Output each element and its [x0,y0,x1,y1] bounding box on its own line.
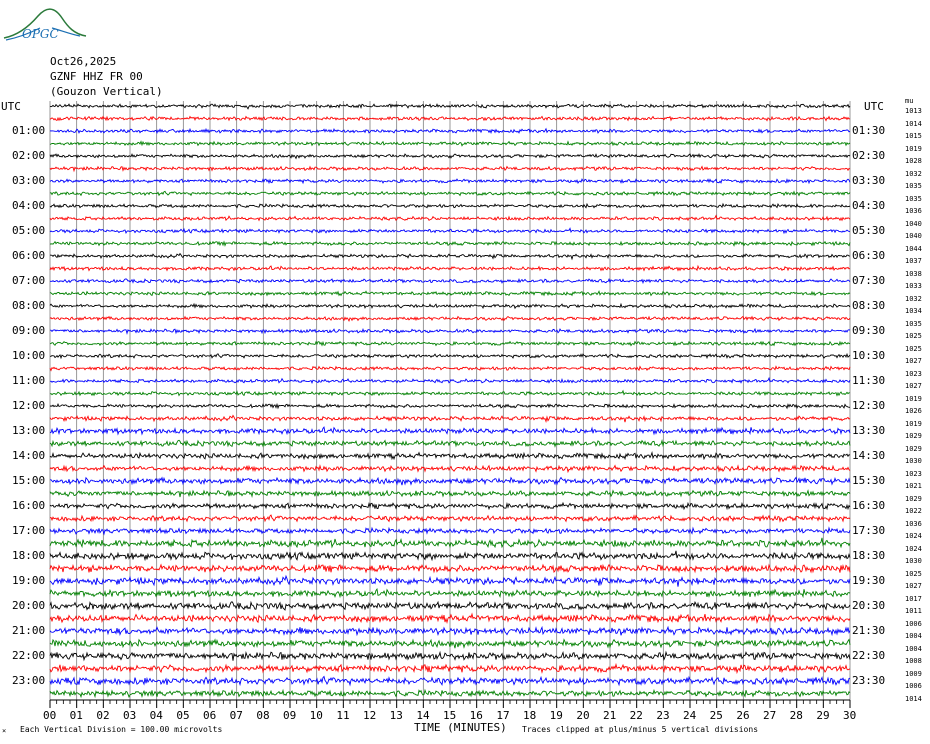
trace-value-label: 1028 [905,157,922,165]
trace-value-label: 1025 [905,332,922,340]
right-time-label: 04:30 [852,199,886,212]
x-tick-label: 21 [603,709,617,722]
right-time-label: 06:30 [852,249,886,262]
trace-value-label: 1035 [905,182,922,190]
trace-value-label: 1024 [905,544,922,553]
left-time-label: 01:00 [12,124,46,137]
left-time-label: 05:00 [12,224,46,237]
left-time-label: 22:00 [12,649,46,662]
x-tick-label: 25 [709,709,723,722]
x-tick-label: 11 [336,709,350,722]
trace-value-label: 1033 [905,282,922,290]
right-time-label: 19:30 [852,574,886,587]
right-time-label: 22:30 [852,649,886,662]
trace-value-label: 1029 [905,444,922,453]
trace-value-label: 1022 [905,507,922,515]
trace-value-label: 1014 [905,694,922,703]
left-time-label: 04:00 [12,199,46,212]
trace-value-label: 1036 [905,519,922,528]
x-tick-label: 17 [496,709,510,722]
trace-value-label: 1030 [905,457,922,465]
right-time-label: 10:30 [852,349,886,362]
right-time-label: 16:30 [852,499,886,512]
trace-value-label: 1032 [905,294,922,303]
left-time-label: 20:00 [12,599,46,612]
left-time-label: 15:00 [12,474,46,487]
right-time-label: 14:30 [852,449,886,462]
x-tick-label: 10 [309,709,323,722]
trace-value-label: 1021 [905,482,922,490]
corner-mark: × [2,727,7,735]
x-tick-label: 20 [576,709,590,722]
x-tick-label: 30 [843,709,857,722]
left-time-label: 08:00 [12,299,46,312]
x-tick-label: 16 [469,709,483,722]
trace-value-label: 1036 [905,207,922,215]
right-time-label: 20:30 [852,599,886,612]
right-time-label: 13:30 [852,424,886,437]
left-time-label: 10:00 [12,349,46,362]
right-time-label: 15:30 [852,474,886,487]
left-utc-label: UTC [1,100,21,113]
trace-value-label: 1025 [905,344,922,353]
x-tick-label: 07 [229,709,243,722]
right-time-label: 11:30 [852,374,886,387]
x-tick-label: 12 [363,709,377,722]
x-tick-label: 09 [283,709,297,722]
plot-date: Oct26,2025 [50,55,117,68]
left-time-label: 09:00 [12,324,46,337]
trace-value-label: 1019 [905,419,922,428]
left-time-label: 06:00 [12,249,46,262]
trace-value-label: 1025 [905,569,922,578]
clip-note: Traces clipped at plus/minus 5 vertical divisions [522,725,759,734]
logo-text: OPGC [22,27,59,41]
trace-value-label: 1024 [905,532,922,540]
left-time-label: 11:00 [12,374,46,387]
trace-value-label: 1044 [905,244,922,253]
x-tick-label: 26 [736,709,750,722]
x-tick-label: 01 [69,709,83,722]
left-time-label: 17:00 [12,524,46,537]
right-time-label: 23:30 [852,674,886,687]
right-time-label: 21:30 [852,624,886,637]
left-time-label: 07:00 [12,274,46,287]
right-time-label: 17:30 [852,524,886,537]
left-time-label: 13:00 [12,424,46,437]
trace-value-label: 1019 [905,144,922,153]
x-tick-label: 05 [176,709,190,722]
trace-value-label: 1013 [905,107,922,115]
trace-value-label: 1006 [905,619,922,628]
x-tick-label: 28 [789,709,803,722]
x-tick-label: 27 [763,709,777,722]
trace-value-label: 1027 [905,382,922,390]
minute-gridlines [50,101,850,700]
trace-value-label: 1029 [905,494,922,503]
trace-value-label: 1023 [905,369,922,378]
left-time-label: 12:00 [12,399,46,412]
x-tick-label: 04 [149,709,163,722]
x-tick-label: 00 [43,709,57,722]
x-tick-label: 06 [203,709,217,722]
left-time-label: 18:00 [12,549,46,562]
trace-value-label: 1011 [905,607,922,615]
x-tick-label: 02 [96,709,110,722]
station-description: (Gouzon Vertical) [50,85,163,98]
left-time-label: 14:00 [12,449,46,462]
right-time-label: 05:30 [852,224,886,237]
scale-note: Each Vertical Division = 100.00 microvolts [20,725,223,734]
trace-value-label: 1027 [905,582,922,590]
trace-value-label: 1037 [905,257,922,265]
x-axis-title: TIME (MINUTES) [414,721,507,734]
trace-value-label: 1029 [905,432,922,440]
x-tick-label: 03 [123,709,137,722]
right-time-label: 07:30 [852,274,886,287]
station-code: GZNF HHZ FR 00 [50,70,143,83]
trace-value-label: 1026 [905,407,922,415]
right-utc-label: UTC [864,100,884,113]
trace-value-label: 1040 [905,232,922,240]
x-tick-label: 15 [443,709,457,722]
x-tick-label: 24 [683,709,697,722]
right-time-label: 09:30 [852,324,886,337]
right-time-label: 01:30 [852,124,886,137]
right-time-label: 02:30 [852,149,886,162]
trace-value-label: 1014 [905,119,922,128]
right-time-label: 12:30 [852,399,886,412]
trace-value-label: 1038 [905,269,922,278]
trace-value-label: 1027 [905,357,922,365]
right-time-label: 08:30 [852,299,886,312]
x-tick-label: 13 [389,709,403,722]
x-tick-label: 19 [549,709,563,722]
x-tick-label: 23 [656,709,670,722]
trace-value-label: 1040 [905,219,922,228]
trace-value-label: 1004 [905,632,922,640]
trace-value-label: 1009 [905,669,922,678]
left-time-label: 03:00 [12,174,46,187]
x-tick-label: 08 [256,709,270,722]
trace-value-label: 1034 [905,307,922,315]
trace-value-label: 1006 [905,682,922,690]
right-time-label: 03:30 [852,174,886,187]
x-tick-label: 14 [416,709,430,722]
amplitude-unit-label: mu [905,97,914,105]
trace-value-label: 1015 [905,132,922,140]
left-time-label: 19:00 [12,574,46,587]
x-tick-label: 22 [629,709,643,722]
trace-value-label: 1019 [905,394,922,403]
right-time-label: 18:30 [852,549,886,562]
x-tick-label: 18 [523,709,537,722]
left-time-label: 16:00 [12,499,46,512]
left-time-label: 23:00 [12,674,46,687]
trace-value-label: 1023 [905,469,922,478]
trace-value-label: 1008 [905,657,922,665]
trace-value-label: 1004 [905,644,922,653]
trace-value-label: 1035 [905,319,922,328]
trace-value-label: 1032 [905,169,922,178]
left-time-label: 21:00 [12,624,46,637]
trace-value-label: 1030 [905,557,922,565]
trace-value-label: 1035 [905,194,922,203]
x-axis-ticks [50,700,850,708]
trace-value-label: 1017 [905,594,922,603]
x-tick-label: 29 [816,709,830,722]
left-time-label: 02:00 [12,149,46,162]
